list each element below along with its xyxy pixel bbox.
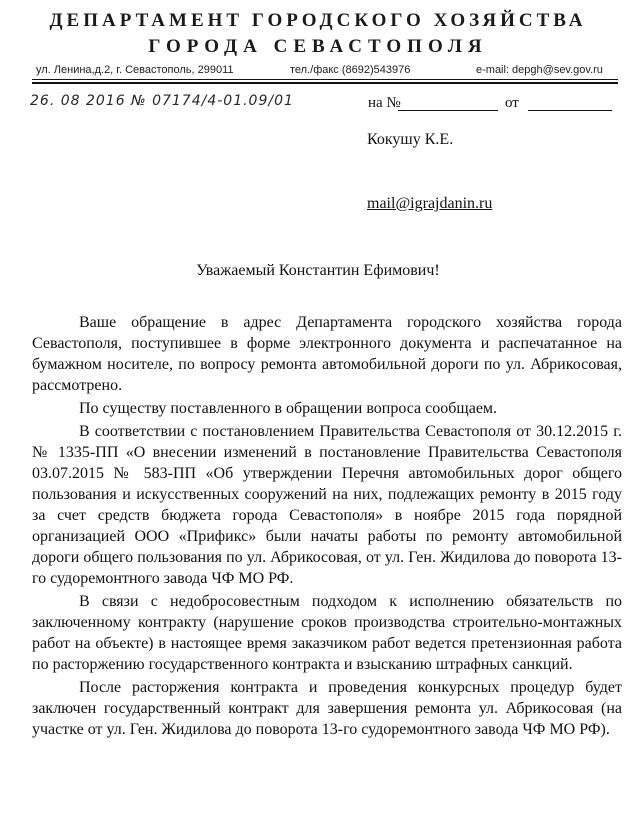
letter-body [32, 312, 622, 742]
reference-number-label: на № [368, 95, 401, 111]
header-divider [32, 79, 618, 80]
paragraph: По существу поставленного в обращении вопроса сообщаем. [79, 400, 498, 417]
handwritten-registration: 26. 08 2016 № 07174/4-01.09/01 [30, 93, 294, 109]
recipient-email: mail@igrajdanin.ru [367, 195, 493, 212]
reference-number-blank [398, 110, 498, 111]
letterhead-email: e-mail: depgh@sev.gov.ru [476, 64, 603, 76]
paragraph: После расторжения контракта и проведения конкурсных процедур будет заключен государственный контракт для завершения ремонта ул. Абрикосовая (на участке от ул. Ген. Жидилова до поворота 13-го судоремонтного завода ЧФ МО РФ). [32, 679, 622, 738]
paragraph: В связи с недобросовестным подходом к исполнению обязательств по заключенному контракту (нарушение сроков производства строительно-монтажных работ на объекте) в настоящее время заказчиком работ ведется претензионная работа по расторжению государственного контракта и взысканию штрафных санкций. [32, 593, 622, 673]
letterhead-phone: тел./факс (8692)543976 [290, 64, 411, 76]
reference-date-label: от [505, 95, 519, 111]
recipient-name: Кокушу К.Е. [367, 131, 454, 148]
reference-date-blank [528, 110, 612, 111]
salutation: Уважаемый Константин Ефимович! [196, 262, 440, 279]
header-divider-thick [32, 82, 618, 84]
paragraph: В соответствии с постановлением Правительства Севастополя от 30.12.2015 г. № 1335-ПП «О внесении изменений в постановление Правительства Севастополя 03.07.2015 № 583-ПП «Об утверждении Перечня автомобильных дорог общего пользования и искусственных сооружений на них, подлежащих ремонту в 2015 году за счет средств бюджета города Севастополя» в ноябре 2015 года порядной организацией ООО «Прификс» были начаты работы по ремонту автомобильной дороги общего пользования по ул. Абрикосовая, от ул. Ген. Жидилова до поворота 13-го судоремонтного завода ЧФ МО РФ. [32, 423, 622, 587]
letterhead-address: ул. Ленина,д.2, г. Севастополь, 299011 [36, 64, 234, 76]
city-title: ГОРОДА СЕВАСТОПОЛЯ [148, 36, 488, 57]
department-title: ДЕПАРТАМЕНТ ГОРОДСКОГО ХОЗЯЙСТВА [49, 10, 587, 31]
paragraph: Ваше обращение в адрес Департамента городского хозяйства города Севастополя, поступившее в форме электронного документа и распечатанное на бумажном носителе, по вопросу ремонта автомобильной дороги по ул. Абрикосовая, рассмотрено. [32, 314, 622, 394]
